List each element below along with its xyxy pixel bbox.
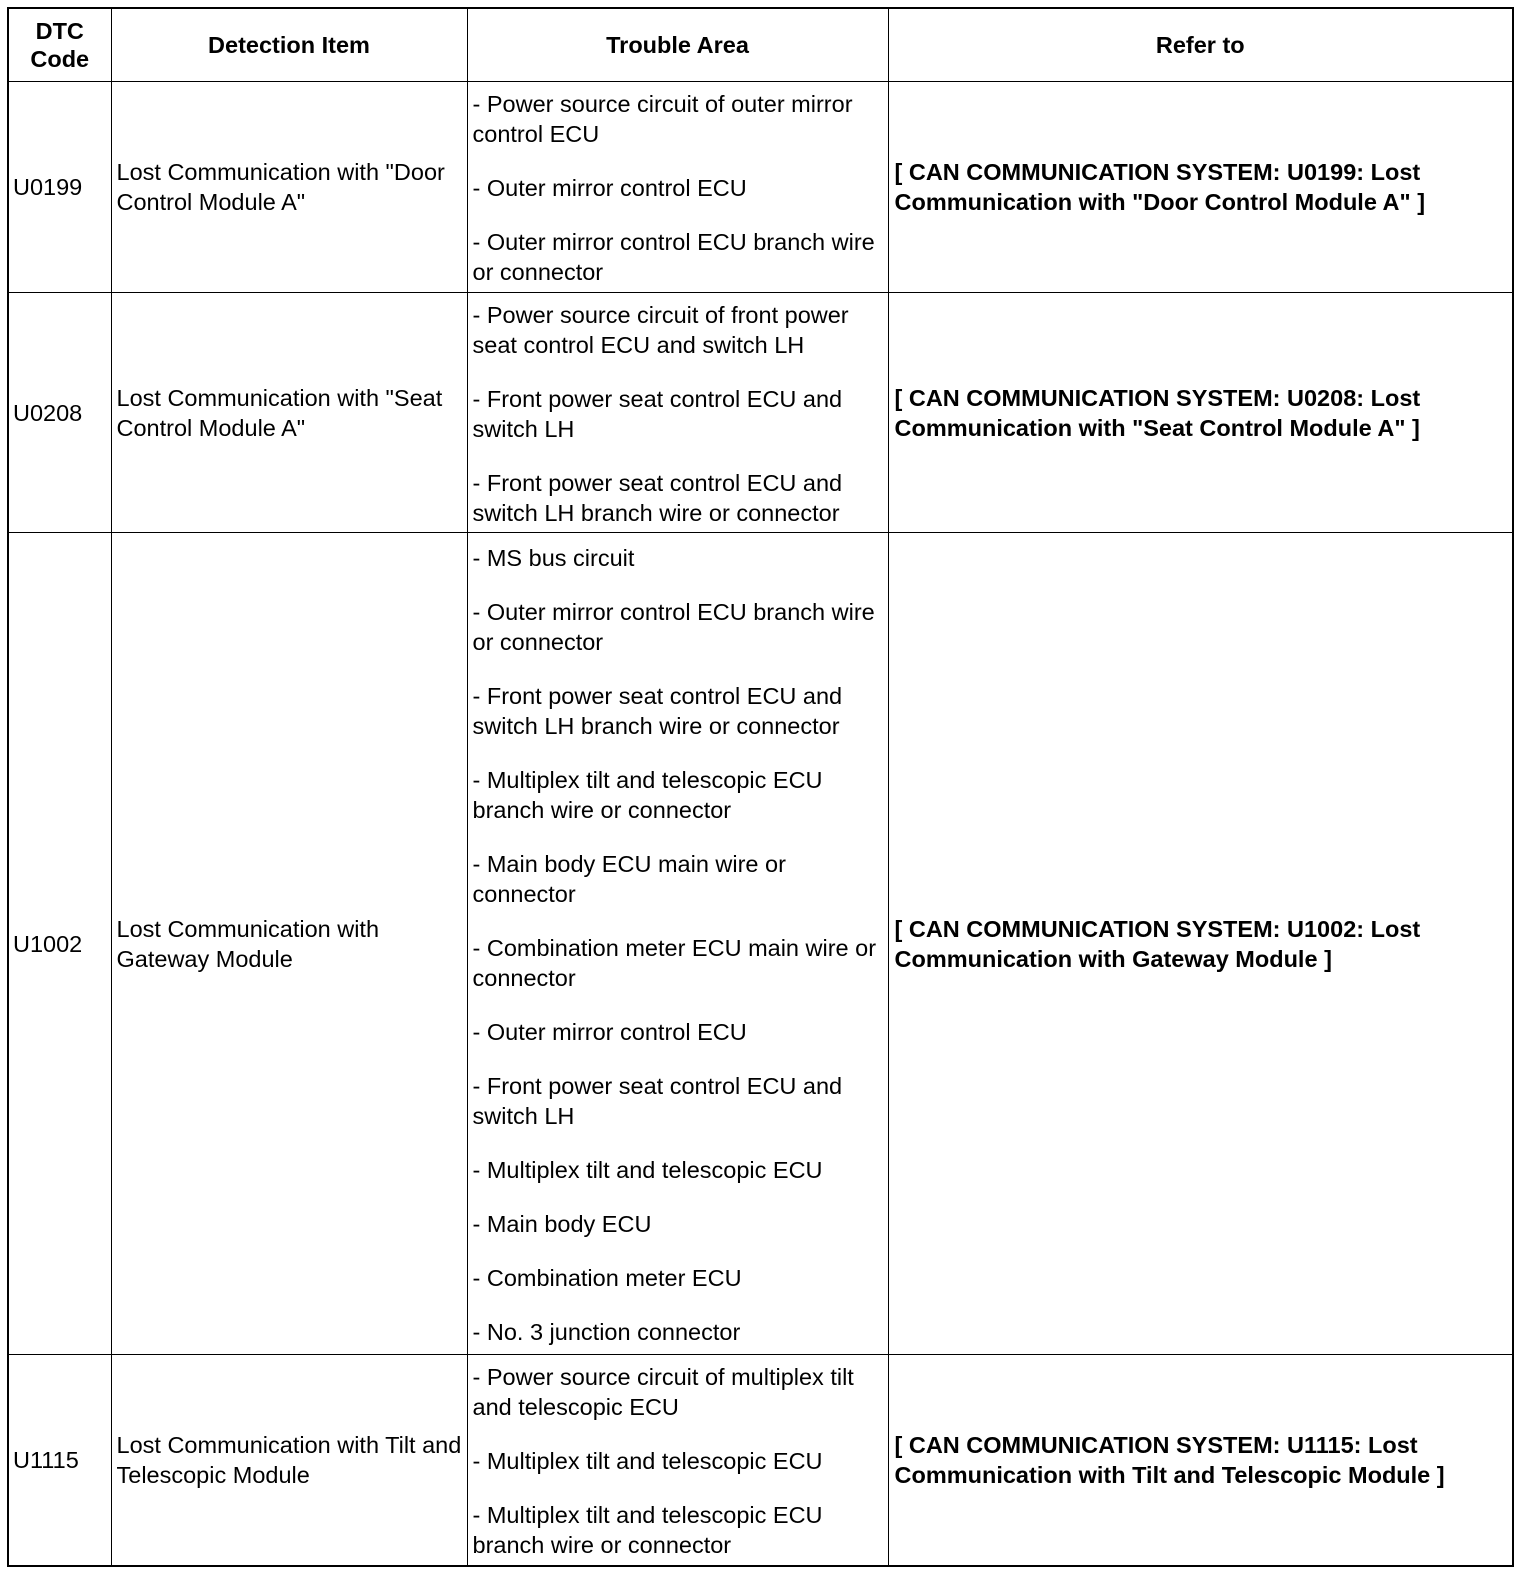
refer-to-link[interactable]: [ CAN COMMUNICATION SYSTEM: U0208: Lost Communication with "Seat Control Module A" ] — [888, 293, 1513, 533]
trouble-area-item: - Combination meter ECU main wire or connector — [472, 934, 877, 991]
trouble-area-item: - Front power seat control ECU and switch LH branch wire or connector — [472, 682, 843, 739]
refer-to-link[interactable]: [ CAN COMMUNICATION SYSTEM: U0199: Lost Communication with "Door Control Module A" ] — [888, 82, 1513, 293]
header-refer-to: Refer to — [888, 8, 1513, 82]
trouble-area-list — [473, 543, 883, 1347]
table-row — [8, 533, 1513, 1355]
table-row — [8, 82, 1513, 293]
header-dtc-code: DTC Code — [8, 8, 111, 82]
trouble-area-cell — [467, 82, 888, 293]
table-row — [8, 293, 1513, 533]
trouble-area-list — [473, 89, 883, 287]
trouble-area-item: - Outer mirror control ECU — [472, 175, 747, 201]
detection-item-cell: Lost Communication with Tilt and Telescopic Module — [111, 1355, 467, 1566]
trouble-area-item: - Outer mirror control ECU branch wire or connector — [472, 229, 875, 285]
trouble-area-item: - Main body ECU main wire or connector — [472, 850, 786, 907]
trouble-area-item: - Combination meter ECU — [472, 1264, 742, 1291]
trouble-area-item: - No. 3 junction connector — [472, 1318, 741, 1345]
refer-to-link[interactable]: [ CAN COMMUNICATION SYSTEM: U1115: Lost Communication with Tilt and Telescopic Module ] — [888, 1355, 1513, 1566]
trouble-area-cell — [467, 293, 888, 533]
trouble-area-list — [473, 1362, 883, 1560]
trouble-area-item: - Front power seat control ECU and switch LH — [472, 385, 843, 442]
dtc-code-cell: U0208 — [8, 293, 111, 533]
dtc-code-cell: U0199 — [8, 82, 111, 293]
trouble-area-item: - Power source circuit of multiplex tilt and telescopic ECU — [472, 1363, 854, 1420]
trouble-area-item: - Main body ECU — [472, 1210, 652, 1237]
trouble-area-item: - Outer mirror control ECU — [472, 1018, 747, 1045]
trouble-area-item: - Power source circuit of front power seat control ECU and switch LH — [472, 301, 849, 358]
trouble-area-item: - Outer mirror control ECU branch wire or connector — [472, 598, 875, 655]
detection-item-cell: Lost Communication with "Seat Control Module A" — [111, 293, 467, 533]
detection-item-cell: Lost Communication with Gateway Module — [111, 533, 467, 1355]
table-header-row — [8, 8, 1513, 82]
trouble-area-cell — [467, 533, 888, 1355]
trouble-area-item: - Power source circuit of outer mirror control ECU — [472, 91, 853, 147]
header-trouble-area: Trouble Area — [467, 8, 888, 82]
trouble-area-cell — [467, 1355, 888, 1566]
trouble-area-item: - Front power seat control ECU and switch LH branch wire or connector — [472, 469, 843, 526]
trouble-area-item: - Front power seat control ECU and switch LH — [472, 1072, 843, 1129]
detection-item-cell: Lost Communication with "Door Control Module A" — [111, 82, 467, 293]
dtc-code-cell: U1002 — [8, 533, 111, 1355]
trouble-area-item: - Multiplex tilt and telescopic ECU branch wire or connector — [472, 766, 823, 823]
trouble-area-item: - Multiplex tilt and telescopic ECU — [472, 1447, 823, 1474]
page — [7, 7, 1514, 1567]
dtc-code-cell: U1115 — [8, 1355, 111, 1566]
trouble-area-item: - Multiplex tilt and telescopic ECU branch wire or connector — [472, 1501, 823, 1558]
refer-to-link[interactable]: [ CAN COMMUNICATION SYSTEM: U1002: Lost Communication with Gateway Module ] — [888, 533, 1513, 1355]
trouble-area-list — [473, 300, 883, 528]
table-row — [8, 1355, 1513, 1566]
trouble-area-item: - MS bus circuit — [472, 544, 635, 571]
dtc-table — [7, 7, 1514, 1567]
header-detection-item: Detection Item — [111, 8, 467, 82]
trouble-area-item: - Multiplex tilt and telescopic ECU — [472, 1156, 823, 1183]
